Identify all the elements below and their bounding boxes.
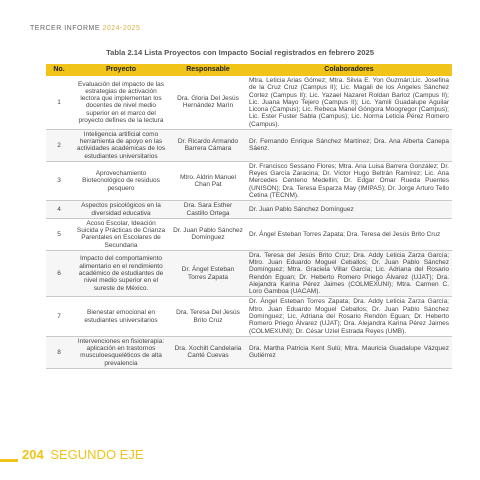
table-row: [46, 201, 452, 219]
table-row: [46, 161, 452, 200]
project-name: Bienestar emocional en estudiantes universitarios: [72, 297, 170, 336]
project-name: Inteligencia artificial como herramienta de apoyo en las actividades académicas de los estudiantes universitarios: [72, 129, 170, 161]
table-row: [46, 129, 452, 161]
row-number: 5: [46, 218, 72, 250]
column-header-collaborators: Colaboradores: [246, 64, 452, 76]
responsible-name: Dr. Ricardo Armando Barrera Cámara: [170, 129, 246, 161]
project-name: Evaluación del impacto de las estrategias de activación lectora que implementan los docentes de nivel medio superior en el marco del proyecto defines de la lectura: [72, 76, 170, 129]
collaborators-list: Dr. Ángel Esteban Torres Zapata; Dra. Addy Leticia Zarza García; Mtro. Juan Eduardo Moguel Ceballos; Dr. Juan Pablo Sánchez Domínguez; Lic. Adriana del Rosario Rendón Eguan; Dr. Heberto Romero Priego Álvarez (UJAT); Dra. Alejandra Karina Pérez Jaimes (COLMEXUNI); Dr. César Uziel Estrada Reyes (UMB).: [246, 297, 452, 336]
column-header-project: Proyecto: [72, 64, 170, 76]
responsible-name: Dr. Juan Pablo Sánchez Domínguez: [170, 218, 246, 250]
projects-table: [46, 64, 452, 369]
row-number: 3: [46, 161, 72, 200]
row-number: 1: [46, 76, 72, 129]
collaborators-list: Dr. Ángel Esteban Torres Zapata; Dra. Teresa del Jesús Brito Cruz: [246, 218, 452, 250]
table-header-row: [46, 64, 452, 76]
row-number: 7: [46, 297, 72, 336]
report-years: 2024-2025: [102, 25, 141, 32]
collaborators-list: Mtra. Leticia Arias Gómez; Mtra. Silvia E. Yon Guzmán;Lic. Josefina de la Cruz Cruz (Campus II); Lic. Magali de los Ángeles Sánchez Cortez (Campus II); Lic. Yazael Nazaret Roldan Barloz (Campus II); Lic. Juana Mayo Tejero (Campus II); Lic. Yamili Guadalupe Aguilar Licona (Campus); Lic. Rebeca Manel Góngora Moogregor (Campus); Lic. Ester Fuster Sabla (Campus); Lic. Norma Leticia Pérez Romero (Campus).: [246, 76, 452, 129]
table-row: [46, 336, 452, 368]
collaborators-list: Dr. Francisco Sessano Flores; Mtra. Ana Luisa Barrera González; Dr. Reyes García Zaracina; Dr. Víctor Hugo Beltrán Ramírez; Lic. Ana Mercedes Centeno Medellín; Dr. Edgar Omar Rueda Puentes (UNISON); Dra. Teresa Esparza May (IMIPAS); Dr. Jorge Arturo Tello Cetina (TECNM).: [246, 161, 452, 200]
responsible-name: Dra. Gloria Del Jesús Hernández Marín: [170, 76, 246, 129]
row-number: 8: [46, 336, 72, 368]
column-header-no: No.: [46, 64, 72, 76]
responsible-name: Dra. Teresa Del Jesús Brito Cruz: [170, 297, 246, 336]
report-header: [30, 25, 140, 32]
table-row: [46, 250, 452, 297]
table-row: [46, 297, 452, 336]
project-name: Aspectos psicológicos en la diversidad educativa: [72, 201, 170, 219]
row-number: 4: [46, 201, 72, 219]
project-name: Aprovechamiento Biotecnológico de residuos pesquero: [72, 161, 170, 200]
report-label: TERCER INFORME: [30, 25, 100, 32]
collaborators-list: Dra. Martha Patricia Kent Sulú; Mtra. Mauricia Guadalupe Vázquez Gutiérrez: [246, 336, 452, 368]
project-name: Intervenciones en fisioterapia: aplicación en trastornos musculoesqueléticos de alta prevalencia: [72, 336, 170, 368]
project-name: Impacto del comportamiento alimentario en el rendimiento académico de estudiantes de nivel medio superior en el sureste de México.: [72, 250, 170, 297]
page-number: 204: [22, 447, 44, 462]
project-name: Acoso Escolar, Ideación Suicida y Prácticas de Crianza Parentales en Escolares de Secundaria: [72, 218, 170, 250]
column-header-responsible: Responsable: [170, 64, 246, 76]
collaborators-list: Dr. Fernando Enrique Sánchez Martínez; Dra. Ana Alberta Canepa Sáenz.: [246, 129, 452, 161]
page-footer: [22, 447, 144, 462]
responsible-name: Dra. Xochilt Candelaria Canté Cuevas: [170, 336, 246, 368]
table-title: Tabla 2.14 Lista Proyectos con Impacto Social registrados en febrero 2025: [106, 48, 374, 57]
collaborators-list: Dra. Teresa del Jesús Brito Cruz; Dra. Addy Leticia Zarza García; Mtro. Juan Eduardo Moguel Ceballos; Dr. Juan Pablo Sánchez Domínguez; Mtra. Graciela Villar García; Lic. Adriana del Rosario Rendón Eguan; Dr. Heberto Romero Priego Álvarez (UJAT); Dra. Alejandra Karina Pérez Jaimes (COLMEXUNI); Mtra. Carmen C. Loro Gamboa (UACAM).: [246, 250, 452, 297]
section-label: SEGUNDO EJE: [50, 447, 144, 462]
table-row: [46, 218, 452, 250]
responsible-name: Mtro. Aldrin Manuel Chan Pat: [170, 161, 246, 200]
footer-accent-bar: [0, 459, 18, 462]
table-row: [46, 76, 452, 129]
responsible-name: Dr. Ángel Esteban Torres Zapata: [170, 250, 246, 297]
row-number: 2: [46, 129, 72, 161]
row-number: 6: [46, 250, 72, 297]
collaborators-list: Dr. Juan Pablo Sánchez Domínguez: [246, 201, 452, 219]
responsible-name: Dra. Sara Esther Castillo Ortega: [170, 201, 246, 219]
